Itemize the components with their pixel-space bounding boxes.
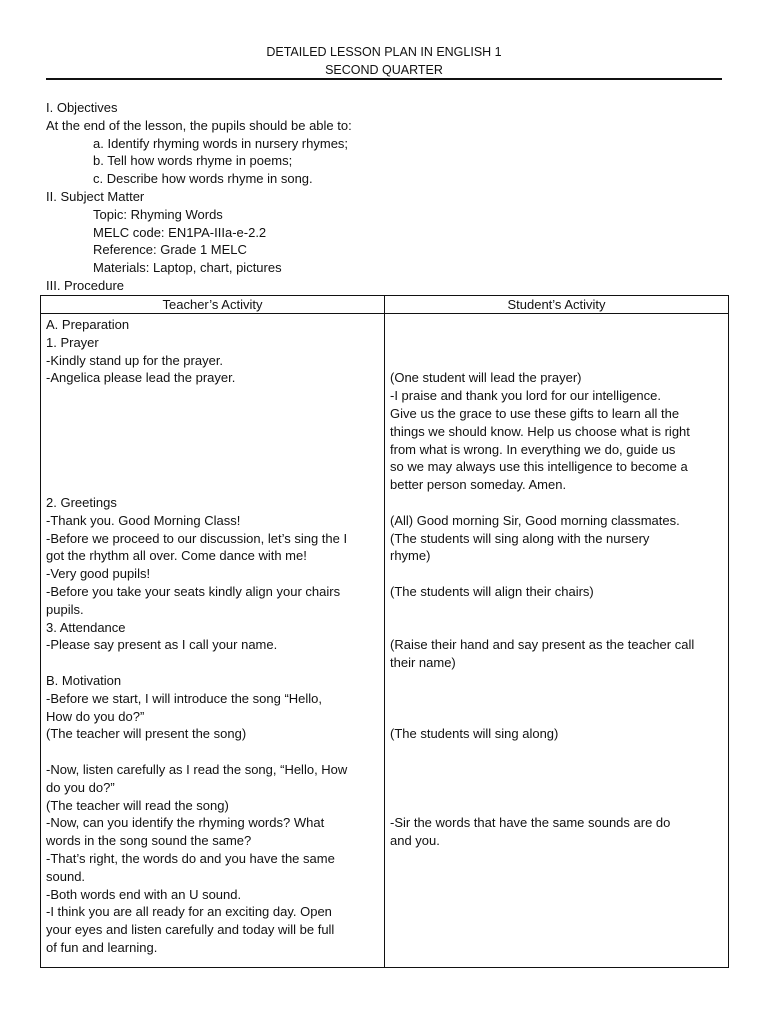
blank-line (390, 779, 723, 797)
activity-line: (The students will sing along) (390, 726, 559, 742)
procedure-table (40, 295, 729, 968)
activity-line: -Sir the words that have the same sounds are do (390, 815, 671, 831)
activity-line: -Before you take your seats kindly align your chairs (46, 583, 341, 599)
objective-item: a. Identify rhyming words in nursery rhymes; (93, 135, 349, 151)
document-subtitle: SECOND QUARTER (325, 62, 443, 77)
activity-line: (One student will lead the prayer) (390, 370, 582, 386)
activity-line: their name) (390, 655, 456, 671)
student-activity-cell (385, 314, 729, 968)
blank-line (390, 761, 723, 779)
activity-line: of fun and learning. (46, 939, 158, 955)
activity-line: so we may always use this intelligence to become a (390, 459, 688, 475)
activity-line: better person someday. Amen. (390, 477, 567, 493)
procedure-table-row (41, 314, 729, 968)
blank-line (390, 672, 723, 690)
objectives-intro: At the end of the lesson, the pupils should be able to: (46, 117, 352, 133)
objectives-heading: I. Objectives (46, 100, 118, 115)
subject-matter-heading: II. Subject Matter (46, 188, 145, 204)
subject-melc-code: MELC code: EN1PA-IIIa-e-2.2 (93, 224, 267, 240)
blank-line (46, 441, 379, 459)
blank-line (46, 476, 379, 494)
header-rule (46, 78, 722, 80)
blank-line (46, 458, 379, 476)
activity-line: (All) Good morning Sir, Good morning classmates. (390, 512, 680, 528)
document-header (0, 44, 768, 79)
activity-line: pupils. (46, 601, 84, 617)
activity-line: -Please say present as I call your name. (46, 637, 278, 653)
activity-line: and you. (390, 833, 440, 849)
activity-line: rhyme) (390, 548, 431, 564)
activity-line: 3. Attendance (46, 619, 126, 635)
activity-line: -Now, listen carefully as I read the song, “Hello, How (46, 761, 348, 777)
blank-line (390, 743, 723, 761)
blank-line (390, 708, 723, 726)
activity-line: (The teacher will read the song) (46, 797, 229, 813)
objective-item: c. Describe how words rhyme in song. (93, 171, 313, 187)
procedure-table-header (41, 296, 729, 314)
activity-line: -Very good pupils! (46, 566, 151, 582)
subject-reference: Reference: Grade 1 MELC (93, 242, 247, 258)
activity-line: -That’s right, the words do and you have the same (46, 850, 335, 866)
activity-line: (The students will align their chairs) (390, 583, 594, 599)
activity-line: (The students will sing along with the nursery (390, 530, 650, 546)
activity-line: -I praise and thank you lord for our intelligence. (390, 388, 661, 404)
activity-line: sound. (46, 868, 86, 884)
activity-line: -Angelica please lead the prayer. (46, 370, 236, 386)
activity-line: A. Preparation (46, 317, 130, 332)
activity-line: 2. Greetings (46, 494, 117, 510)
activity-line: (The teacher will present the song) (46, 726, 247, 742)
blank-line (390, 690, 723, 708)
blank-line (390, 797, 723, 815)
blank-line (390, 352, 723, 370)
activity-line: -Now, can you identify the rhyming words? What (46, 815, 325, 831)
activity-line: do you do?” (46, 779, 115, 795)
activity-line: your eyes and listen carefully and today will be full (46, 922, 335, 938)
blank-line (46, 423, 379, 441)
blank-line (390, 619, 723, 637)
activity-line: things we should know. Help us choose what is right (390, 423, 690, 439)
subject-materials: Materials: Laptop, chart, pictures (93, 260, 282, 276)
activity-line: -Thank you. Good Morning Class! (46, 512, 241, 528)
blank-line (390, 494, 723, 512)
blank-line (390, 601, 723, 619)
student-activity-header: Student’s Activity (385, 296, 729, 314)
activity-line: How do you do?” (46, 708, 145, 724)
objective-item: b. Tell how words rhyme in poems; (93, 153, 293, 169)
activity-line: (Raise their hand and say present as the teacher call (390, 637, 695, 653)
blank-line (390, 316, 723, 334)
document-title: DETAILED LESSON PLAN IN ENGLISH 1 (266, 45, 502, 59)
blank-line (46, 405, 379, 423)
blank-line (46, 743, 379, 761)
activity-line: -Both words end with an U sound. (46, 886, 242, 902)
activity-line: from what is wrong. In everything we do, guide us (390, 441, 676, 457)
activity-line: got the rhythm all over. Come dance with me! (46, 548, 307, 564)
activity-line: B. Motivation (46, 672, 122, 688)
activity-line: -Before we start, I will introduce the song “Hello, (46, 690, 323, 706)
lesson-preamble (46, 99, 726, 295)
blank-line (46, 387, 379, 405)
activity-line: Give us the grace to use these gifts to learn all the (390, 405, 680, 421)
teacher-activity-header: Teacher’s Activity (41, 296, 385, 314)
subject-topic: Topic: Rhyming Words (93, 206, 223, 222)
blank-line (390, 334, 723, 352)
blank-line (390, 565, 723, 583)
procedure-heading: III. Procedure (46, 277, 125, 293)
teacher-activity-cell (41, 314, 385, 968)
blank-line (46, 654, 379, 672)
activity-line: -Before we proceed to our discussion, let’s sing the I (46, 530, 348, 546)
activity-line: -I think you are all ready for an exciting day. Open (46, 904, 332, 920)
activity-line: words in the song sound the same? (46, 833, 252, 849)
activity-line: -Kindly stand up for the prayer. (46, 352, 224, 368)
activity-line: 1. Prayer (46, 334, 99, 350)
